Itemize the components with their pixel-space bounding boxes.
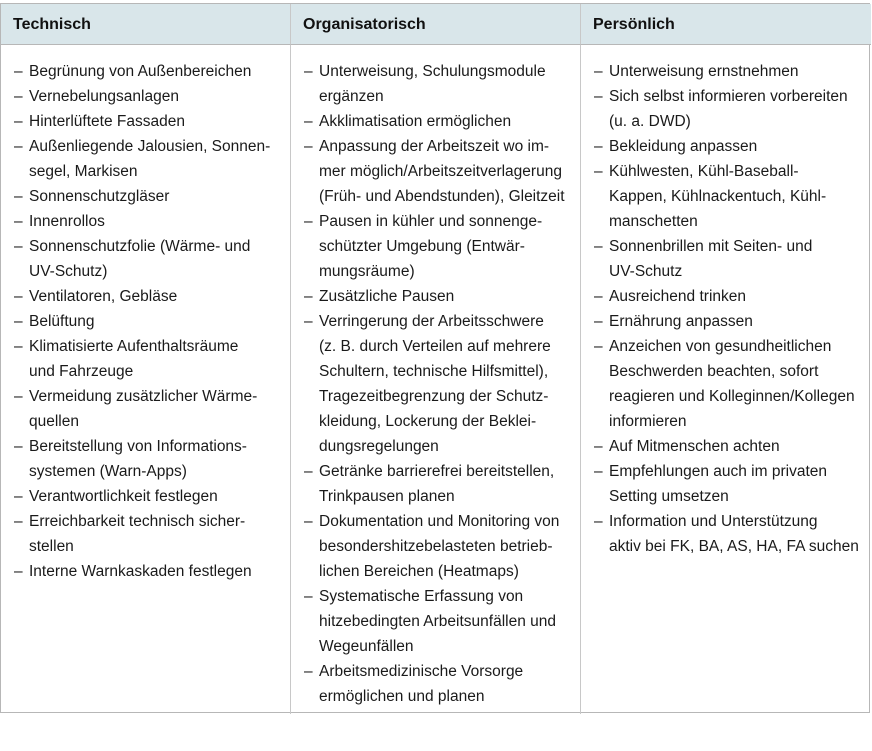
dash-marker: –	[14, 563, 23, 580]
dash-marker: –	[14, 313, 23, 330]
list-item	[581, 134, 871, 159]
dash-marker: –	[14, 238, 23, 255]
list-item-text: Systematische Erfassung von hitzebedingten Arbeitsunfällen und Wegeunfällen	[319, 588, 556, 655]
list-item	[581, 234, 871, 284]
dash-marker: –	[14, 213, 23, 230]
list-item-text: Unterweisung ernstnehmen	[609, 63, 799, 80]
header-persoenlich: Persönlich	[581, 4, 871, 45]
dash-marker: –	[14, 438, 23, 455]
header-organisatorisch: Organisatorisch	[291, 4, 581, 45]
list-item-text: Getränke barrierefrei bereitstellen, Trinkpausen planen	[319, 463, 555, 505]
list-item	[1, 184, 290, 209]
list-item	[1, 284, 290, 309]
dash-marker: –	[14, 113, 23, 130]
list-item	[581, 509, 871, 559]
list-item	[291, 59, 580, 109]
list-item-text: Begrünung von Außenbereichen	[29, 63, 252, 80]
list-item	[581, 459, 871, 509]
list-item	[1, 309, 290, 334]
list-item	[581, 434, 871, 459]
list-item-text: Verantwortlichkeit festlegen	[29, 488, 218, 505]
list-item-text: Bereitstellung von Informations- systemen (Warn-Apps)	[29, 438, 247, 480]
list-item-text: Unterweisung, Schulungsmodule ergänzen	[319, 63, 546, 105]
list-item	[581, 284, 871, 309]
list-item	[1, 84, 290, 109]
dash-marker: –	[304, 663, 313, 680]
list-item-text: Ausreichend trinken	[609, 288, 746, 305]
list-item-text: Ventilatoren, Gebläse	[29, 288, 178, 305]
list-technisch	[1, 59, 290, 584]
list-organisatorisch	[291, 59, 580, 709]
header-technisch: Technisch	[1, 4, 291, 45]
list-item-text: Arbeitsmedizinische Vorsorge ermöglichen und planen	[319, 663, 524, 705]
list-item	[291, 509, 580, 584]
dash-marker: –	[304, 313, 313, 330]
list-item-text: Anpassung der Arbeitszeit wo im- mer möglich/Arbeitszeitverlagerung (Früh- und Abendstunden), Gleitzeit	[319, 138, 565, 205]
dash-marker: –	[304, 63, 313, 80]
list-item-text: Vermeidung zusätzlicher Wärme- quellen	[29, 388, 258, 430]
dash-marker: –	[14, 488, 23, 505]
list-item-text: Sonnenschutzgläser	[29, 188, 170, 205]
list-item	[1, 209, 290, 234]
list-item-text: Hinterlüftete Fassaden	[29, 113, 185, 130]
dash-marker: –	[14, 513, 23, 530]
list-item	[291, 109, 580, 134]
dash-marker: –	[594, 463, 603, 480]
dash-marker: –	[304, 588, 313, 605]
list-item-text: Bekleidung anpassen	[609, 138, 758, 155]
list-item	[581, 159, 871, 234]
list-item	[1, 434, 290, 484]
dash-marker: –	[304, 288, 313, 305]
list-item	[291, 309, 580, 459]
list-item-text: Information und Unterstützung aktiv bei FK, BA, AS, HA, FA suchen	[609, 513, 859, 555]
column-technisch	[1, 45, 291, 714]
list-item-text: Zusätzliche Pausen	[319, 288, 455, 305]
list-item-text: Erreichbarkeit technisch sicher- stellen	[29, 513, 246, 555]
column-persoenlich	[581, 45, 871, 714]
list-item	[581, 84, 871, 134]
list-item	[1, 59, 290, 84]
list-item-text: Außenliegende Jalousien, Sonnen- segel, Markisen	[29, 138, 271, 180]
list-item-text: Akklimatisation ermöglichen	[319, 113, 512, 130]
list-item	[1, 234, 290, 284]
dash-marker: –	[594, 338, 603, 355]
list-item-text: Anzeichen von gesundheitlichen Beschwerden beachten, sofort reagieren und Kolleginnen/Kollegen informieren	[609, 338, 855, 430]
list-item-text: Empfehlungen auch im privaten Setting umsetzen	[609, 463, 827, 505]
dash-marker: –	[304, 513, 313, 530]
list-item	[291, 209, 580, 284]
dash-marker: –	[14, 388, 23, 405]
dash-marker: –	[594, 138, 603, 155]
dash-marker: –	[304, 463, 313, 480]
list-item	[1, 484, 290, 509]
list-item	[1, 384, 290, 434]
list-item	[291, 584, 580, 659]
list-item	[1, 134, 290, 184]
list-item	[1, 559, 290, 584]
list-item	[1, 109, 290, 134]
dash-marker: –	[14, 338, 23, 355]
dash-marker: –	[304, 113, 313, 130]
list-item-text: Belüftung	[29, 313, 95, 330]
list-item	[1, 334, 290, 384]
list-item	[291, 284, 580, 309]
dash-marker: –	[304, 138, 313, 155]
list-item-text: Klimatisierte Aufenthaltsräume und Fahrzeuge	[29, 338, 239, 380]
dash-marker: –	[594, 288, 603, 305]
dash-marker: –	[14, 188, 23, 205]
column-organisatorisch	[291, 45, 581, 714]
list-item-text: Vernebelungsanlagen	[29, 88, 179, 105]
dash-marker: –	[14, 138, 23, 155]
list-item-text: Auf Mitmenschen achten	[609, 438, 780, 455]
list-item-text: Kühlwesten, Kühl-Baseball- Kappen, Kühlnackentuch, Kühl- manschetten	[609, 163, 827, 230]
list-item	[291, 134, 580, 209]
list-item-text: Sonnenschutzfolie (Wärme- und UV-Schutz)	[29, 238, 251, 280]
dash-marker: –	[594, 63, 603, 80]
list-item	[1, 509, 290, 559]
list-item-text: Sonnenbrillen mit Seiten- und UV-Schutz	[609, 238, 813, 280]
list-item	[291, 659, 580, 709]
list-item-text: Innenrollos	[29, 213, 105, 230]
list-item	[581, 309, 871, 334]
list-item-text: Interne Warnkaskaden festlegen	[29, 563, 252, 580]
dash-marker: –	[594, 438, 603, 455]
dash-marker: –	[14, 88, 23, 105]
list-item	[291, 459, 580, 509]
measures-table	[0, 3, 870, 713]
list-item-text: Sich selbst informieren vorbereiten (u. a. DWD)	[609, 88, 848, 130]
list-item-text: Pausen in kühler und sonnenge- schützter Umgebung (Entwär- mungsräume)	[319, 213, 543, 280]
list-item-text: Dokumentation und Monitoring von besondershitzebelasteten betrieb- lichen Bereichen (Heatmaps)	[319, 513, 560, 580]
dash-marker: –	[594, 238, 603, 255]
dash-marker: –	[594, 513, 603, 530]
dash-marker: –	[594, 163, 603, 180]
dash-marker: –	[14, 288, 23, 305]
dash-marker: –	[14, 63, 23, 80]
dash-marker: –	[594, 88, 603, 105]
list-item-text: Verringerung der Arbeitsschwere (z. B. durch Verteilen auf mehrere Schultern, technische Hilfsmittel), Tragezeitbegrenzung der Schutz- kleidung, Lockerung der Beklei- dungsregelungen	[319, 313, 551, 455]
list-item	[581, 59, 871, 84]
list-item-text: Ernährung anpassen	[609, 313, 753, 330]
list-item	[581, 334, 871, 434]
dash-marker: –	[594, 313, 603, 330]
list-persoenlich	[581, 59, 871, 559]
dash-marker: –	[304, 213, 313, 230]
